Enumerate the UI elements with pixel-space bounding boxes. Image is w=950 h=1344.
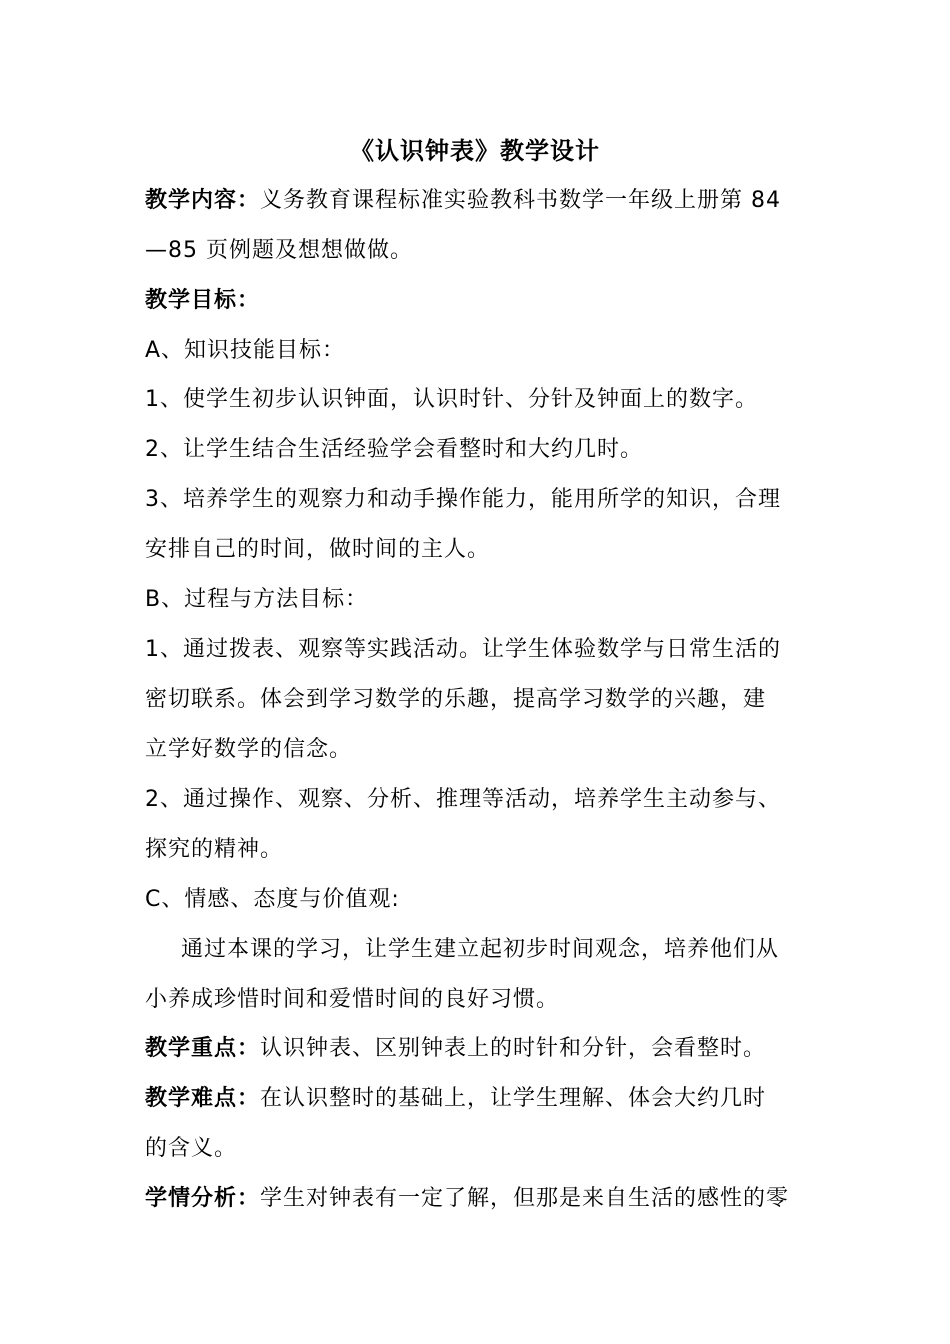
goal-b1-line-2: 密切联系。体会到学习数学的乐趣，提高学习数学的兴趣，建 [145, 687, 767, 712]
goal-c-line-1: 通过本课的学习，让学生建立起初步时间观念，培养他们从 [181, 937, 780, 962]
section-b-heading: B、过程与方法目标： [145, 587, 369, 612]
goal-b2-line-2: 探究的精神。 [145, 837, 284, 862]
analysis-text: 学生对钟表有一定了解，但那是来自生活的感性的零 [260, 1186, 790, 1211]
teaching-goals-heading: 教学目标： [145, 288, 261, 313]
goal-b2-line-1: 2、通过操作、观察、分析、推理等活动，培养学生主动参与、 [145, 787, 781, 812]
key-point-line [145, 1032, 825, 1066]
difficulty-label: 教学难点： [145, 1086, 261, 1111]
goal-b1-line-1: 1、通过拨表、观察等实践活动。让学生体验数学与日常生活的 [145, 637, 781, 662]
section-c-heading: C、情感、态度与价值观: [145, 887, 400, 912]
document-title: 《认识钟表》教学设计 [350, 137, 600, 165]
goal-a1: 1、使学生初步认识钟面，认识时针、分针及钟面上的数字。 [145, 387, 758, 412]
key-point-label: 教学重点： [145, 1036, 261, 1061]
analysis-label: 学情分析： [145, 1186, 261, 1211]
goal-a3-line-2: 安排自己的时间，做时间的主人。 [145, 537, 491, 562]
teaching-content-line [145, 184, 825, 218]
difficulty-text: 在认识整时的基础上，让学生理解、体会大约几时 [260, 1086, 767, 1111]
teaching-content-label: 教学内容： [145, 188, 261, 213]
goal-b1-line-3: 立学好数学的信念。 [145, 737, 353, 762]
analysis-line [145, 1182, 825, 1216]
teaching-content-text: 义务教育课程标准实验教科书数学一年级上册第 84 [260, 188, 782, 213]
difficulty-line-2: 的含义。 [145, 1136, 238, 1161]
key-point-text: 认识钟表、区别钟表上的时针和分针，会看整时。 [260, 1036, 767, 1061]
goal-a3-line-1: 3、培养学生的观察力和动手操作能力，能用所学的知识，合理 [145, 487, 781, 512]
section-a-heading: A、知识技能目标： [145, 338, 346, 363]
goal-a2: 2、让学生结合生活经验学会看整时和大约几时。 [145, 437, 643, 462]
difficulty-line [145, 1082, 825, 1116]
teaching-content-line-2: —85 页例题及想想做做。 [145, 238, 413, 263]
goal-c-line-2: 小养成珍惜时间和爱惜时间的良好习惯。 [145, 987, 560, 1012]
